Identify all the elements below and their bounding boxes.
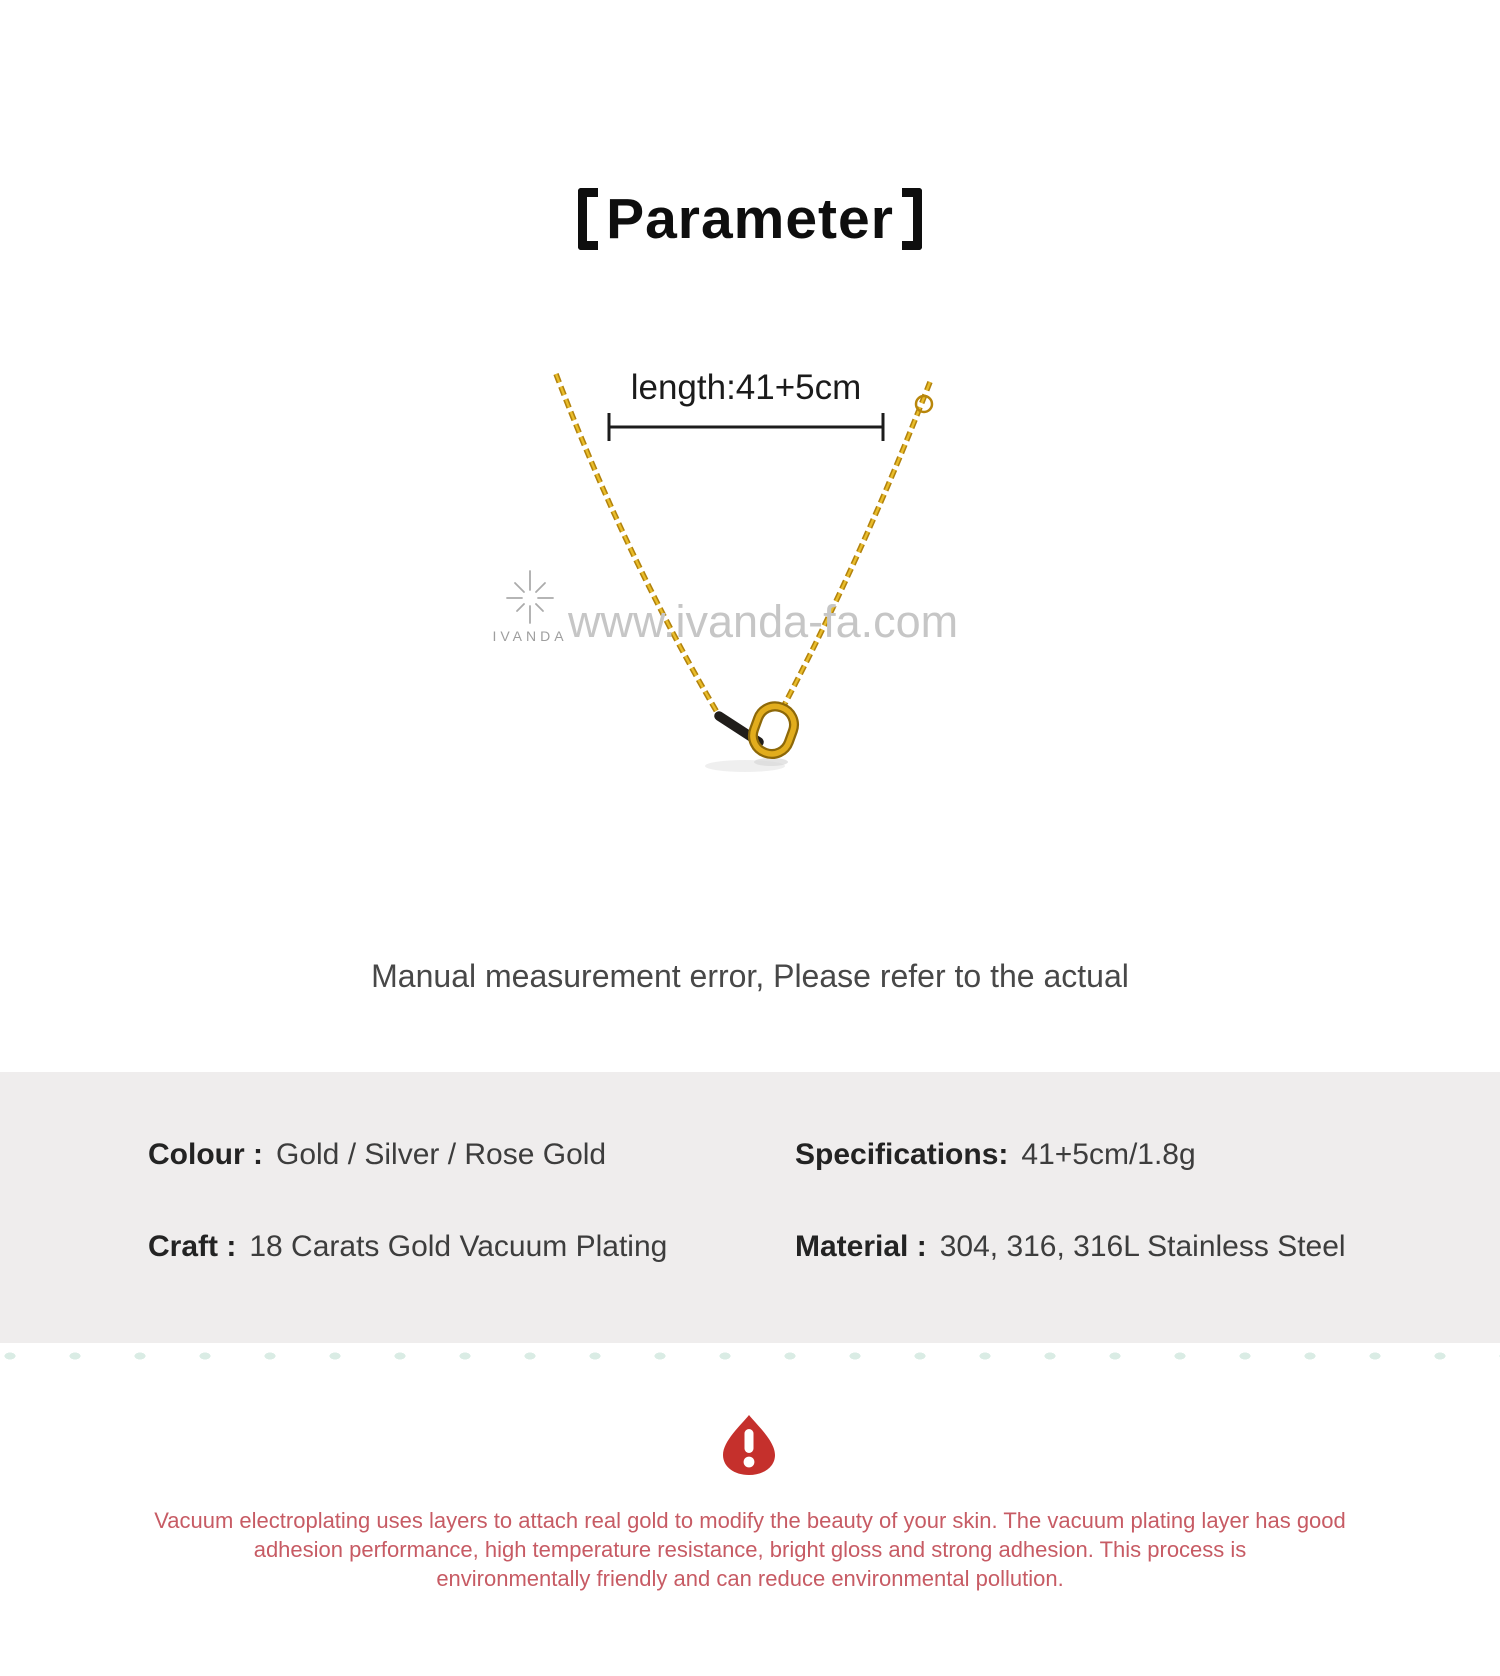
warning-icon	[722, 1414, 776, 1476]
spec-value: 304, 316, 316L Stainless Steel	[939, 1230, 1346, 1263]
spec-specifications	[795, 1138, 1196, 1172]
brand-name: IVANDA	[492, 628, 568, 644]
warning-text	[0, 1506, 1500, 1593]
specs-panel	[0, 1072, 1500, 1343]
spec-colour	[148, 1138, 606, 1172]
warning-line: adhesion performance, high temperature resistance, bright gloss and strong adhesion. This process is	[253, 1537, 1247, 1562]
measurement-note: Manual measurement error, Please refer to the actual	[371, 958, 1129, 994]
warning-line: Vacuum electroplating uses layers to attach real gold to modify the beauty of your skin. The vacuum plating layer has good	[154, 1508, 1346, 1533]
spec-label: Craft :	[148, 1230, 237, 1263]
spec-value: 18 Carats Gold Vacuum Plating	[249, 1230, 668, 1263]
spec-row	[0, 1230, 1500, 1272]
watermark-url: www.ivanda-fa.com	[568, 596, 959, 647]
lenticular-bracket-open-icon	[578, 188, 598, 250]
sparkle-icon	[502, 570, 558, 626]
measurement-line	[608, 413, 884, 441]
spec-material	[795, 1230, 1346, 1264]
pendant-gold-link	[748, 701, 799, 759]
dots-divider	[0, 1348, 1500, 1364]
spec-label: Colour :	[148, 1138, 263, 1171]
warning-line: environmentally friendly and can reduce environmental pollution.	[436, 1566, 1064, 1591]
page-title-text: Parameter	[606, 187, 894, 251]
spec-value: 41+5cm/1.8g	[1021, 1138, 1196, 1171]
watermark	[492, 570, 959, 648]
spec-label: Specifications:	[795, 1138, 1009, 1171]
spec-value: Gold / Silver / Rose Gold	[275, 1138, 607, 1171]
lenticular-bracket-close-icon	[902, 188, 922, 250]
spec-label: Material :	[795, 1230, 927, 1263]
spec-craft	[148, 1230, 667, 1264]
spec-row	[0, 1138, 1500, 1180]
pendant-shadow-inner	[754, 758, 788, 766]
page-title	[0, 186, 1500, 252]
brand-logo	[492, 570, 568, 644]
length-measurement-label: length:41+5cm	[630, 368, 862, 407]
